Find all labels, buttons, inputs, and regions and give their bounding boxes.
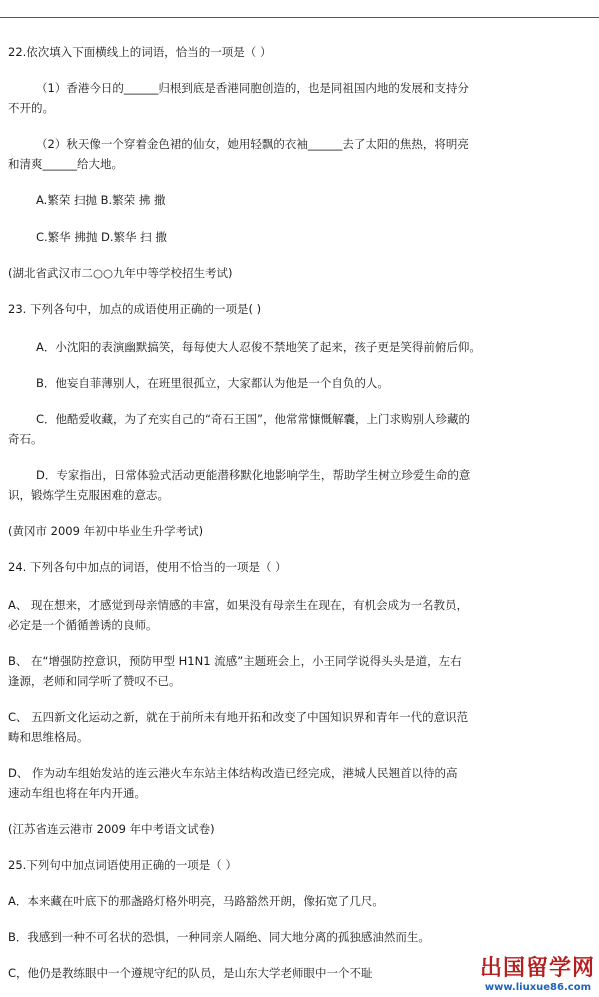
question-24-stem: 24. 下列各句中加点的词语，使用不恰当的一项是（ ）	[8, 560, 287, 574]
q23-option-b: B．他妄自菲薄别人，在班里很孤立，大家都认为他是一个自负的人。	[36, 376, 389, 390]
q25-option-b: B．我感到一种不可名状的恐惧，一种同亲人隔绝、同大地分离的孤独感油然而生。	[8, 930, 430, 944]
q23-option-d: D．专家指出，日常体验式活动更能潜移默化地影响学生，帮助学生树立珍爱生命的意	[36, 468, 471, 482]
top-rule	[0, 17, 599, 18]
watermark-logo-text: 出国留学网	[479, 956, 595, 981]
site-watermark	[449, 957, 599, 997]
question-25-stem: 25.下列句中加点词语使用正确的一项是（ ）	[8, 858, 237, 872]
question-22-stem: 22.依次填入下面横线上的词语，恰当的一项是（ ）	[8, 45, 272, 59]
q24-option-a: A、 现在想来，才感觉到母亲情感的丰富，如果没有母亲生在现在，有机会成为一名教员，	[8, 598, 469, 612]
q24-option-d-cont: 速动车组也将在年内开通。	[8, 786, 146, 800]
q22-options-cd: C.繁华 拂抛 D.繁华 扫 撒	[36, 230, 167, 244]
q24-option-a-cont: 必定是一个循循善诱的良师。	[8, 618, 158, 632]
q24-option-c-cont: 畴和思维格局。	[8, 730, 89, 744]
q22-sentence-1: （1）香港今日的______归根到底是香港同胞创造的，也是同祖国内地的发展和支持分	[36, 81, 469, 95]
question-23-stem: 23. 下列各句中，加点的成语使用正确的一项是( )	[8, 302, 262, 316]
q22-sentence-1-cont: 不开的。	[8, 101, 54, 115]
q25-option-c: C，他仍是教练眼中一个遵规守纪的队员，是山东大学老师眼中一个不耻	[8, 966, 373, 980]
q24-option-c: C、 五四新文化运动之新，就在于前所未有地开拓和改变了中国知识界和青年一代的意识范	[8, 710, 469, 724]
q23-option-c-cont: 奇石。	[8, 432, 43, 446]
q23-source: (黄冈市 2009 年初中毕业生升学考试)	[8, 524, 204, 538]
watermark-url: www.liuxue86.com	[484, 982, 591, 993]
q23-option-a: A．小沈阳的表演幽默搞笑，每每使大人忍俊不禁地笑了起来，孩子更是笑得前俯后仰。	[36, 340, 481, 354]
q24-option-b-cont: 逢源，老师和同学听了赞叹不已。	[8, 674, 181, 688]
q23-option-d-cont: 识，锻炼学生克服困难的意志。	[8, 488, 169, 502]
q22-source: (湖北省武汉市二○○九年中等学校招生考试)	[8, 266, 233, 280]
q22-options-ab: A.繁荣 扫抛 B.繁荣 拂 撒	[36, 193, 166, 207]
q22-sentence-2-cont: 和清爽______给大地。	[8, 157, 123, 171]
q25-option-a: A．本来藏在叶底下的那盏路灯格外明亮，马路豁然开朗，像拓宽了几尺。	[8, 894, 384, 908]
q23-option-c: C．他酷爱收藏，为了充实自己的“奇石王国”，他常常慷慨解囊，上门求购别人珍藏的	[36, 412, 470, 426]
q24-option-b: B、 在“增强防控意识，预防甲型 H1N1 流感”主题班会上，小王同学说得头头是道，左右	[8, 654, 462, 668]
q24-source: (江苏省连云港市 2009 年中考语文试卷)	[8, 822, 215, 836]
q22-sentence-2: （2）秋天像一个穿着金色裙的仙女，她用轻飘的衣袖______去了太阳的焦热，将明亮	[36, 137, 469, 151]
q24-option-d: D、 作为动车组始发站的连云港火车东站主体结构改造已经完成，港城人民翘首以待的高	[8, 766, 458, 780]
